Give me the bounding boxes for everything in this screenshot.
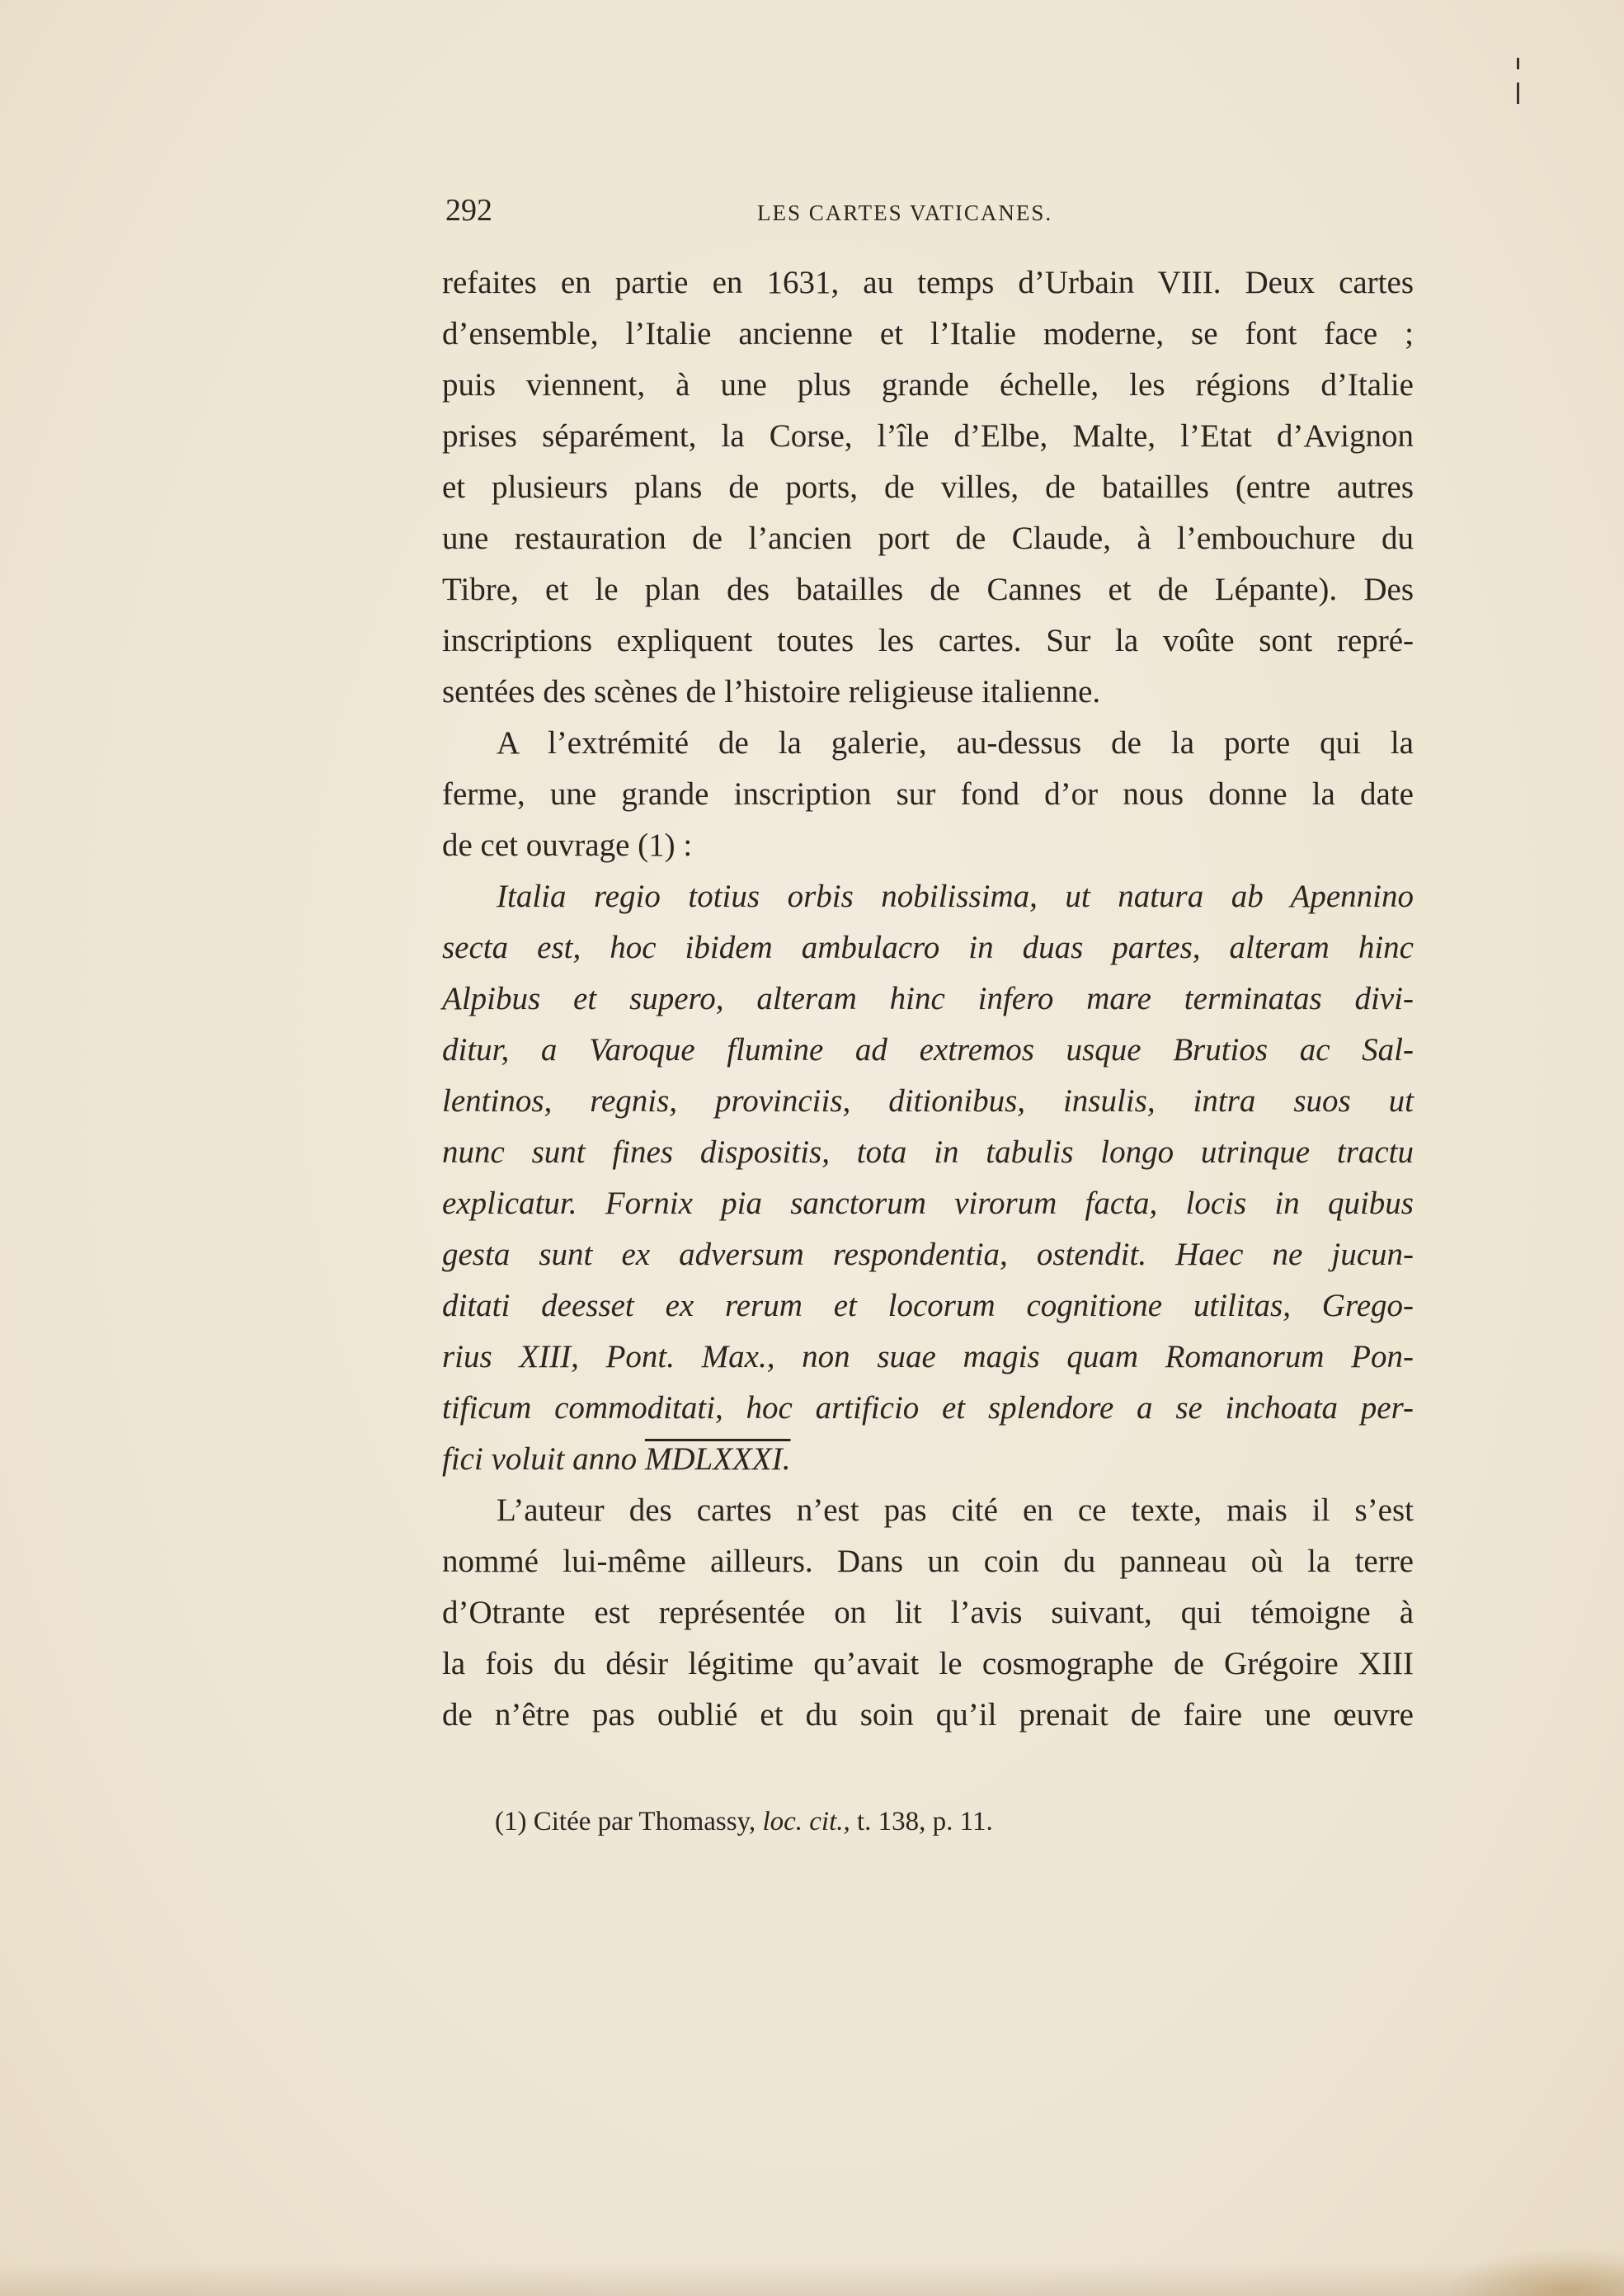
text-line: d’ensemble, l’Italie ancienne et l’Italie moderne, se font face ; <box>442 316 1414 351</box>
margin-mark <box>1517 58 1519 69</box>
margin-mark <box>1517 83 1519 104</box>
inscription-line: Italia regio totius orbis nobilissima, ut natura ab Apennino <box>497 879 1414 914</box>
inscription-line: nunc sunt fines dispositis, tota in tabulis longo utrinque tractu <box>442 1134 1414 1170</box>
text-line: puis viennent, à une plus grande échelle, les régions d’Italie <box>442 367 1414 403</box>
text-line: d’Otrante est représentée on lit l’avis suivant, qui témoigne à <box>442 1595 1414 1630</box>
inscription-line: tificum commoditati, hoc artificio et splendore a se inchoata per- <box>442 1390 1414 1426</box>
text-line: et plusieurs plans de ports, de villes, de batailles (entre autres <box>442 469 1414 505</box>
body-text <box>442 257 1414 1741</box>
footnote <box>495 1807 993 1837</box>
text-line: refaites en partie en 1631, au temps d’Urbain VIII. Deux cartes <box>442 265 1414 300</box>
text-line: inscriptions expliquent toutes les cartes. Sur la voûte sont repré- <box>442 623 1414 658</box>
inscription-line: ditur, a Varoque flumine ad extremos usque Brutios ac Sal- <box>442 1032 1414 1068</box>
inscription-line: lentinos, regnis, provinciis, ditionibus, insulis, intra suos ut <box>442 1083 1414 1119</box>
margin-marks <box>1517 58 1525 107</box>
footnote-reference: loc. cit., <box>762 1807 850 1836</box>
text-line: ferme, une grande inscription sur fond d’or nous donne la date <box>442 776 1414 812</box>
paper-edge-stain <box>0 2263 1624 2296</box>
paper-corner-stain <box>1443 2246 1624 2296</box>
running-title: LES CARTES VATICANES. <box>757 200 1053 225</box>
text-line: Tibre, et le plan des batailles de Cannes et de Lépante). Des <box>442 572 1414 607</box>
inscription-line: gesta sunt ex adversum respondentia, ostendit. Haec ne jucun- <box>442 1237 1414 1272</box>
text-line: une restauration de l’ancien port de Claude, à l’embouchure du <box>442 521 1414 556</box>
inscription-line: explicatur. Fornix pia sanctorum virorum facta, locis in quibus <box>442 1186 1414 1221</box>
text-line: de n’être pas oublié et du soin qu’il prenait de faire une œuvre <box>442 1697 1414 1733</box>
text-line: la fois du désir légitime qu’avait le cosmographe de Grégoire XIII <box>442 1646 1414 1681</box>
text-line: nommé lui-même ailleurs. Dans un coin du panneau où la terre <box>442 1544 1414 1579</box>
inscription-line: secta est, hoc ibidem ambulacro in duas partes, alteram hinc <box>442 930 1414 965</box>
running-head <box>445 192 1410 242</box>
inscription-line: Alpibus et supero, alteram hinc infero mare terminatas divi- <box>442 981 1414 1016</box>
text-line: L’auteur des cartes n’est pas cité en ce texte, mais il s’est <box>497 1492 1414 1528</box>
page-number: 292 <box>445 193 492 228</box>
text-line: de cet ouvrage (1) : <box>442 827 693 863</box>
inscription-line: rius XIII, Pont. Max., non suae magis quam Romanorum Pon- <box>442 1339 1414 1374</box>
text-line: sentées des scènes de l’histoire religieuse italienne. <box>442 674 1101 710</box>
inscription-last-text: fici voluit anno <box>442 1441 645 1477</box>
text-line: prises séparément, la Corse, l’île d’Elbe, Malte, l’Etat d’Avignon <box>442 418 1414 454</box>
inscription-line: ditati deesset ex rerum et locorum cognitione utilitas, Grego- <box>442 1288 1414 1323</box>
inscription-line <box>442 1434 1414 1485</box>
inscription-date: MDLXXXI. <box>644 1441 791 1477</box>
text-line: A l’extrémité de la galerie, au-dessus de la porte qui la <box>497 725 1414 761</box>
footnote-suffix: t. 138, p. 11. <box>850 1807 993 1836</box>
footnote-prefix: (1) Citée par Thomassy, <box>495 1807 763 1836</box>
